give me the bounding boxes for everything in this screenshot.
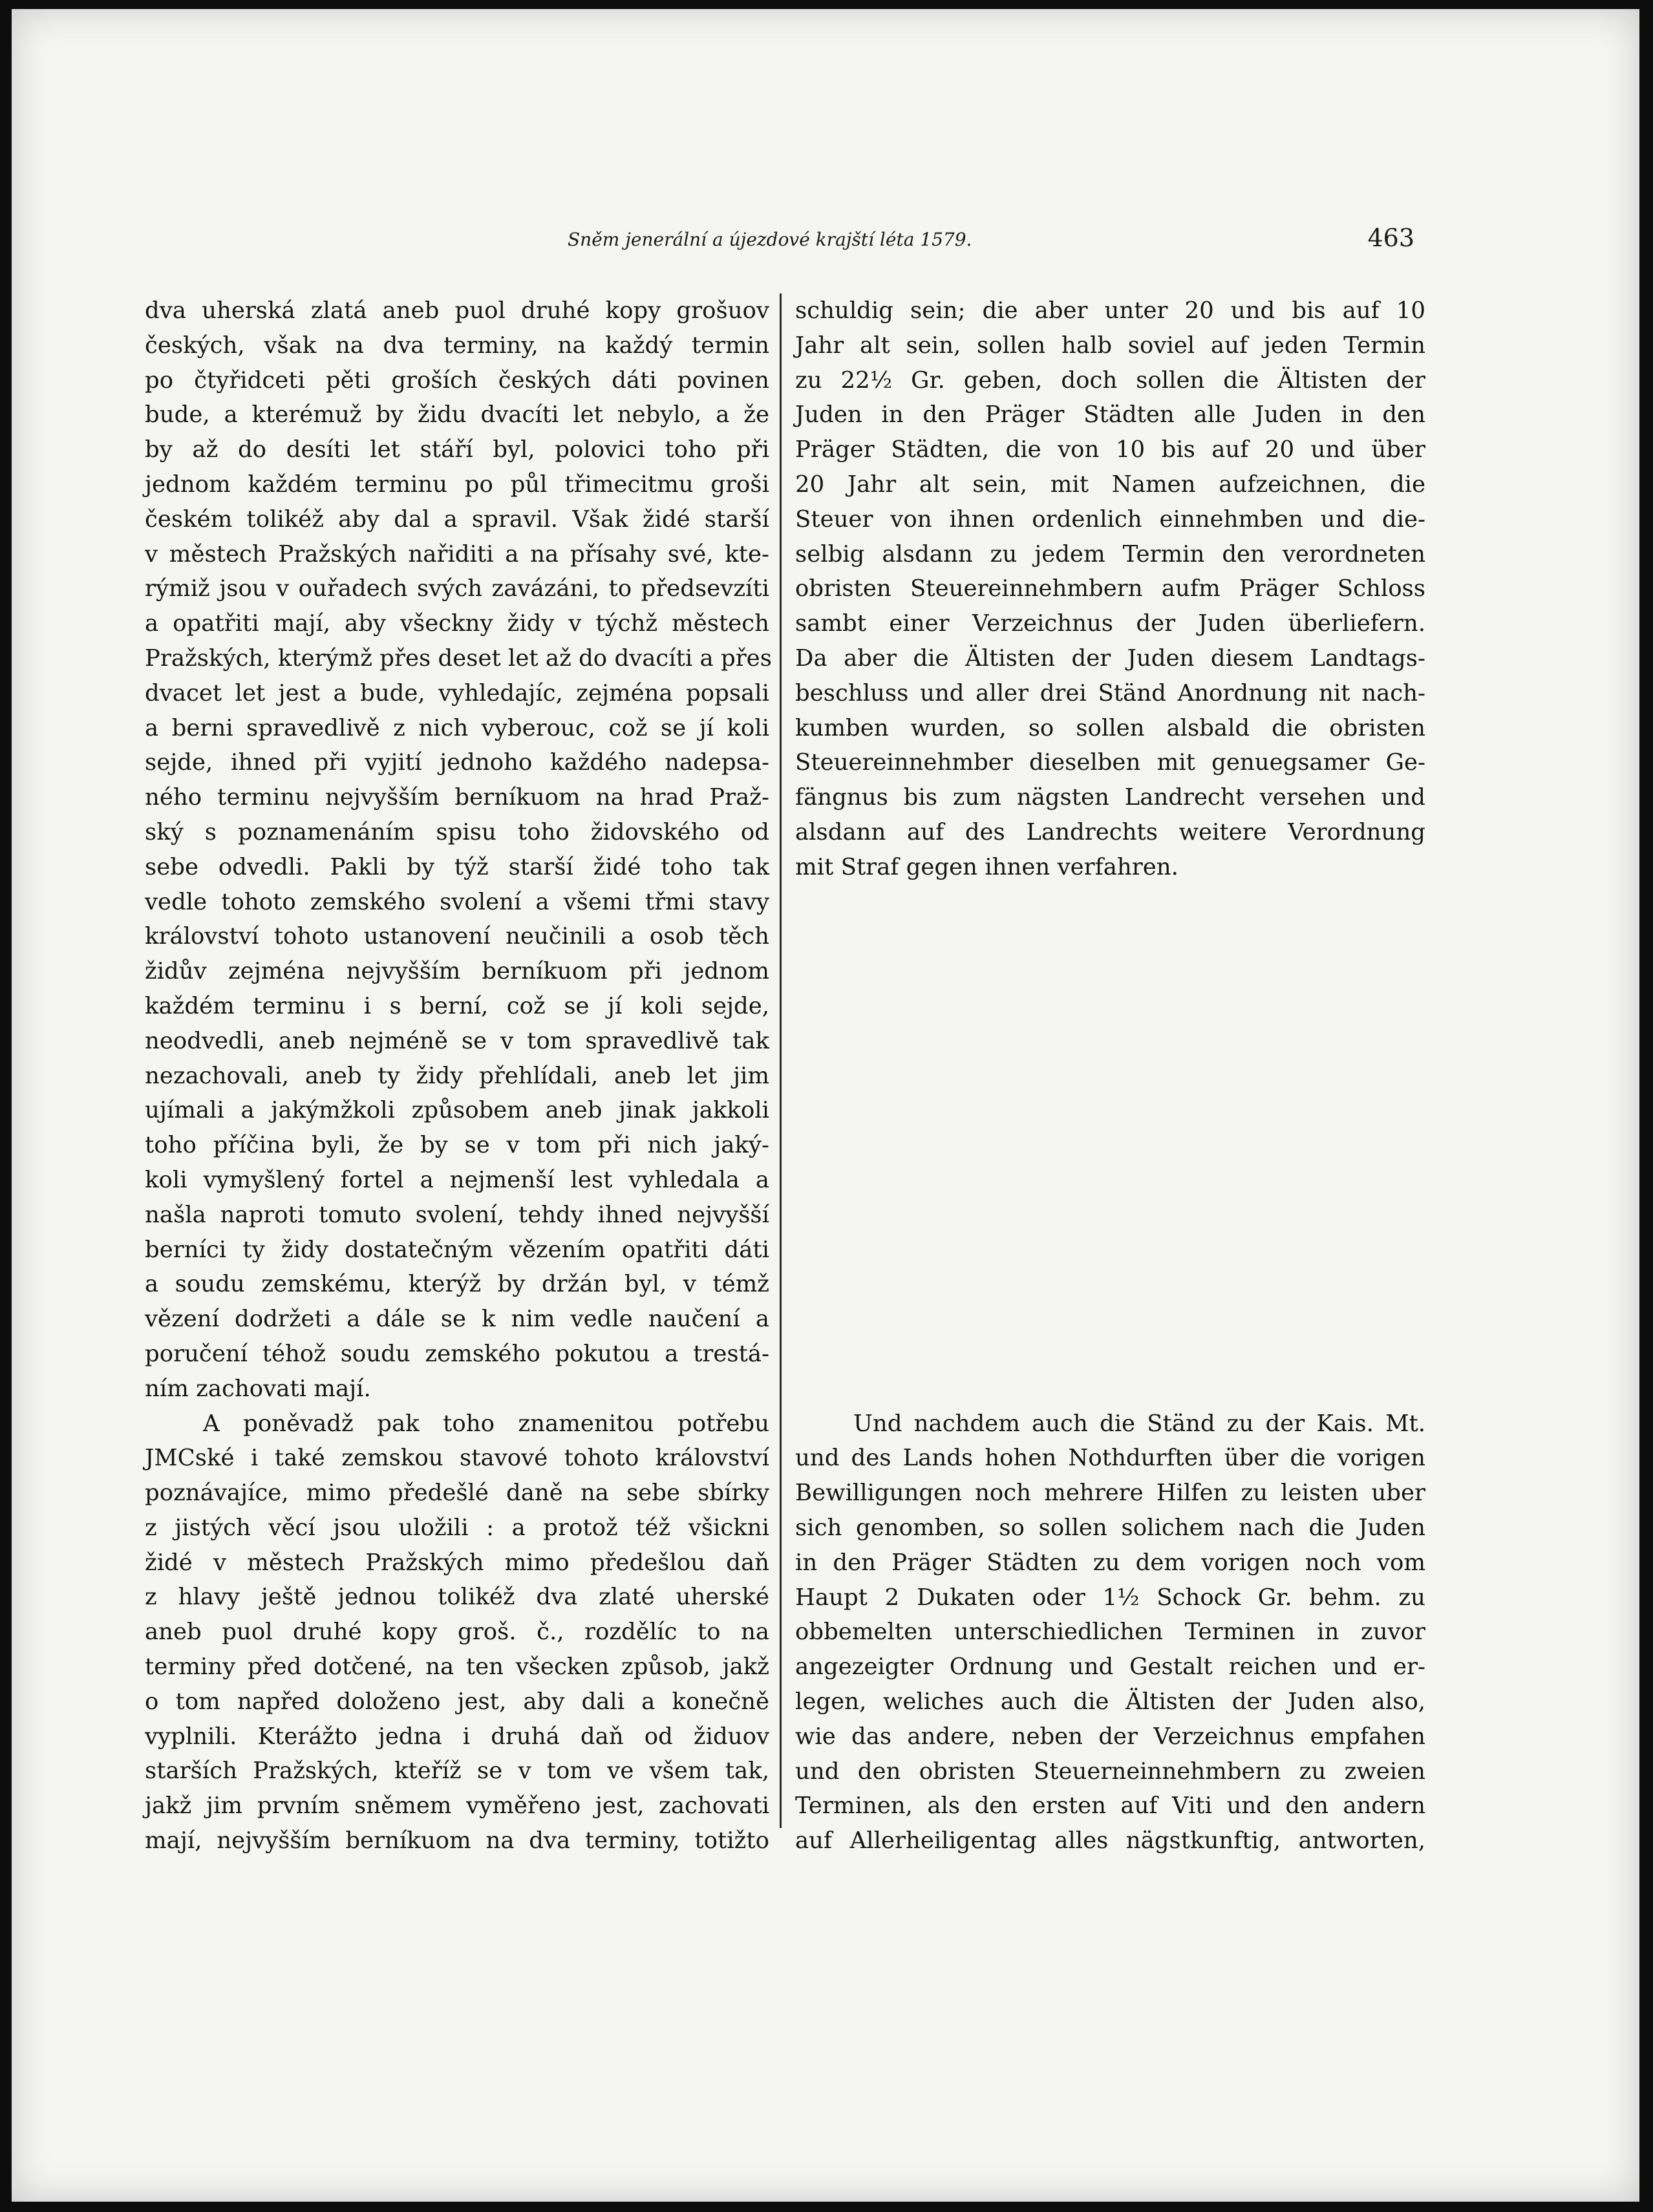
- text-line: Steuereinnehmber dieselben mit genuegsamer Ge-: [795, 749, 1425, 776]
- text-line: židův zejména nejvyšším berníkuom při jednom: [145, 958, 769, 985]
- page-number: 463: [1367, 224, 1414, 252]
- text-line: kumben wurden, so sollen alsbald die obristen: [795, 714, 1425, 741]
- text-line: Terminen, als den ersten auf Viti und den andern: [795, 1792, 1425, 1820]
- text-line: a soudu zemskému, kterýž by držán byl, v témž: [145, 1271, 769, 1298]
- text-line: und den obristen Steuerneinnehmbern zu zweien: [795, 1758, 1425, 1785]
- text-line: poručení téhož soudu zemského pokutou a trestá-: [145, 1340, 769, 1367]
- text-line: 20 Jahr alt sein, mit Namen aufzeichnen, die: [795, 471, 1425, 498]
- text-line: wie das andere, neben der Verzeichnus empfahen: [795, 1723, 1425, 1750]
- text-line: obristen Steuereinnehmbern aufm Präger Schloss: [795, 575, 1425, 602]
- german-column: [795, 293, 1425, 1858]
- text-line: mit Straf gegen ihnen verfahren.: [795, 853, 1178, 880]
- text-line: sejde, ihned při vyjití jednoho každého nadepsa-: [145, 749, 769, 776]
- text-line: rýmiž jsou v ouřadech svých zavázáni, to předsevzíti: [145, 575, 769, 602]
- text-line: jakž jim prvním sněmem vyměřeno jest, zachovati: [145, 1792, 769, 1820]
- text-line: Da aber die Ältisten der Juden diesem Landtags-: [795, 644, 1425, 672]
- text-line: Juden in den Präger Städten alle Juden in den: [795, 401, 1425, 429]
- text-line: dva uherská zlatá aneb puol druhé kopy grošuov: [145, 297, 769, 324]
- text-line: Haupt 2 Dukaten oder 1½ Schock Gr. behm. zu: [795, 1584, 1425, 1611]
- text-line: v městech Pražských nařiditi a na přísahy své, kte-: [145, 540, 769, 568]
- column-divider: [780, 293, 782, 1828]
- text-line: obbemelten unterschiedlichen Terminen in zuvor: [795, 1619, 1425, 1646]
- text-line: vyplnili. Kterážto jedna i druhá daň od židuov: [145, 1723, 769, 1750]
- text-line: bude, a kterémuž by židu dvacíti let nebylo, a že: [145, 401, 769, 429]
- text-line: koli vymyšlený fortel a nejmenší lest vyhledala a: [145, 1166, 769, 1193]
- text-line: Bewilligungen noch mehrere Hilfen zu leisten uber: [795, 1480, 1425, 1507]
- text-line: po čtyřidceti pěti groších českých dáti povinen: [145, 367, 769, 394]
- running-title: Sněm jenerální a újezdové krajští léta 1579.: [568, 229, 972, 250]
- text-line: JMCské i také zemskou stavové tohoto království: [145, 1445, 769, 1472]
- column-gap: [795, 885, 1425, 1407]
- text-line: Jahr alt sein, sollen halb soviel auf jeden Termin: [795, 332, 1425, 359]
- text-line: alsdann auf des Landrechts weitere Verordnung: [795, 818, 1425, 845]
- text-line: ného terminu nejvyšším berníkuom na hrad Praž-: [145, 784, 769, 811]
- text-line: auf Allerheiligentag alles nägstkunftig, antworten,: [795, 1827, 1425, 1855]
- text-line: legen, weliches auch die Ältisten der Juden also,: [795, 1688, 1425, 1715]
- text-line: mají, nejvyšším berníkuom na dva terminy, totižto: [145, 1827, 769, 1855]
- text-line: českém tolikéž aby dal a spravil. Však židé starší: [145, 505, 769, 533]
- text-line: Und nachdem auch die Ständ zu der Kais. Mt.: [853, 1410, 1425, 1437]
- text-line: Steuer von ihnen ordenlich einnehmben und die-: [795, 505, 1425, 533]
- text-line: A poněvadž pak toho znamenitou potřebu: [203, 1410, 769, 1437]
- text-line: židé v městech Pražských mimo předešlou daň: [145, 1549, 769, 1576]
- text-line: ujímali a jakýmžkoli způsobem aneb jinak jakkoli: [145, 1097, 769, 1124]
- text-line: z hlavy ještě jednou tolikéž dva zlaté uherské: [145, 1584, 769, 1611]
- text-line: sambt einer Verzeichnus der Juden überliefern.: [795, 610, 1425, 637]
- czech-column: [145, 293, 772, 1858]
- text-line: berníci ty židy dostatečným vězením opatřiti dáti: [145, 1236, 769, 1263]
- text-line: angezeigter Ordnung und Gestalt reichen und er-: [795, 1654, 1425, 1681]
- text-line: a berni spravedlivě z nich vyberouc, což se jí koli: [145, 714, 769, 741]
- text-line: dvacet let jest a bude, vyhledajíc, zejména popsali: [145, 679, 769, 707]
- text-line: und des Lands hohen Nothdurften über die vorigen: [795, 1445, 1425, 1472]
- document-page: [12, 9, 1639, 2202]
- text-line: každém terminu i s berní, což se jí koli sejde,: [145, 992, 769, 1019]
- text-line: vedle tohoto zemského svolení a všemi třmi stavy: [145, 888, 769, 915]
- text-line: království tohoto ustanovení neučinili a osob těch: [145, 923, 769, 950]
- text-line: neodvedli, aneb nejméně se v tom spravedlivě tak: [145, 1027, 769, 1054]
- text-line: nezachovali, aneb ty židy přehlídali, aneb let jim: [145, 1062, 769, 1089]
- text-line: zu 22½ Gr. geben, doch sollen die Ältisten der: [795, 367, 1425, 394]
- text-line: terminy před dotčené, na ten všecken způsob, jakž: [145, 1654, 769, 1681]
- text-line: in den Präger Städten zu dem vorigen noch vom: [795, 1549, 1425, 1576]
- text-line: selbig alsdann zu jedem Termin den verordneten: [795, 540, 1425, 568]
- text-line: by až do desíti let stáří byl, polovici toho při: [145, 436, 769, 463]
- text-line: sich genomben, so sollen solichem nach die Juden: [795, 1514, 1425, 1541]
- text-line: toho příčina byli, že by se v tom při nich jaký-: [145, 1132, 769, 1159]
- text-line: z jistých věcí jsou uložili : a protož též všickni: [145, 1514, 769, 1541]
- text-line: českých, však na dva terminy, na každý termin: [145, 332, 769, 359]
- text-line: beschluss und aller drei Ständ Anordnung nit nach-: [795, 679, 1425, 707]
- text-line: Pražských, kterýmž přes deset let až do dvacíti a přes: [145, 644, 772, 672]
- text-line: ním zachovati mají.: [145, 1375, 371, 1402]
- text-line: Präger Städten, die von 10 bis auf 20 und über: [795, 436, 1425, 463]
- text-line: sebe odvedli. Pakli by týž starší židé toho tak: [145, 853, 769, 880]
- text-line: jednom každém terminu po půl třimecitmu groši: [145, 471, 769, 498]
- text-line: poznávajíce, mimo předešlé daně na sebe sbírky: [145, 1480, 769, 1507]
- text-line: a opatřiti mají, aby všeckny židy v týchž městech: [145, 610, 769, 637]
- text-line: schuldig sein; die aber unter 20 und bis auf 10: [795, 297, 1425, 324]
- text-line: starších Pražských, kteříž se v tom ve všem tak,: [145, 1758, 769, 1785]
- text-line: fängnus bis zum nägsten Landrecht versehen und: [795, 784, 1425, 811]
- text-line: aneb puol druhé kopy groš. č., rozdělíc to na: [145, 1619, 769, 1646]
- text-line: našla naproti tomuto svolení, tehdy ihned nejvyšší: [145, 1201, 769, 1228]
- text-line: vězení dodržeti a dále se k nim vedle naučení a: [145, 1306, 769, 1333]
- text-line: o tom napřed doloženo jest, aby dali a konečně: [145, 1688, 769, 1715]
- text-line: ský s poznamenáním spisu toho židovského od: [145, 818, 769, 845]
